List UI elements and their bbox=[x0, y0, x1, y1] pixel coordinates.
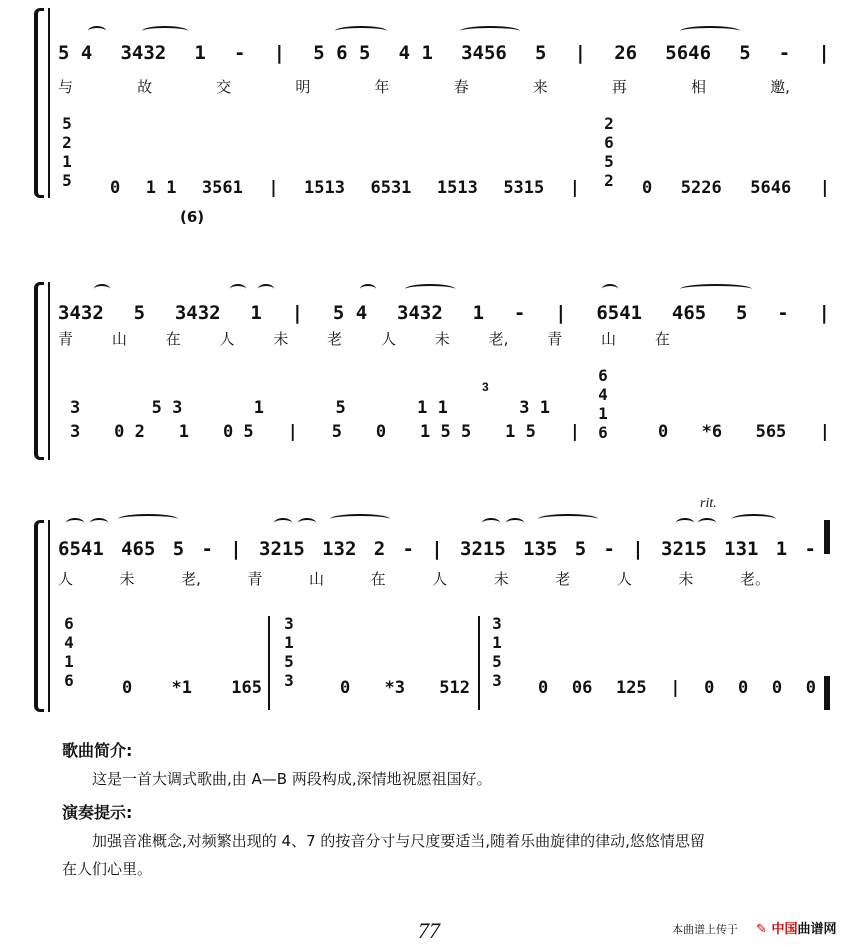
bar-line: | bbox=[574, 42, 587, 64]
bar-line: | bbox=[230, 538, 242, 560]
chord-note: 5 bbox=[62, 114, 72, 133]
chord-stack bbox=[62, 614, 76, 690]
note-group: - bbox=[201, 538, 213, 560]
lyric: 山 bbox=[111, 330, 127, 348]
bar-line: | bbox=[291, 302, 304, 324]
note-group: 165 bbox=[231, 678, 262, 698]
slur-mark bbox=[274, 518, 292, 528]
slur-mark bbox=[90, 518, 108, 528]
slur-mark bbox=[602, 284, 618, 294]
bar-line: | bbox=[670, 678, 681, 698]
chord-note: 6 bbox=[598, 423, 608, 442]
slur-mark bbox=[506, 518, 524, 528]
slur-mark bbox=[88, 26, 106, 36]
melody-staff bbox=[58, 526, 816, 566]
slur-mark bbox=[335, 26, 387, 36]
lyric: 人 bbox=[58, 570, 74, 588]
note-group: *3 bbox=[384, 678, 405, 698]
note-group: 0 bbox=[658, 422, 669, 442]
note-group: - bbox=[777, 302, 789, 324]
chord-note: 5 bbox=[492, 652, 502, 671]
slur-mark bbox=[460, 26, 520, 36]
lyric: 在 bbox=[654, 330, 670, 348]
note-group: 3561 bbox=[201, 178, 243, 198]
lyric: 人 bbox=[380, 330, 396, 348]
lyric: 山 bbox=[601, 330, 617, 348]
note-group: - bbox=[603, 538, 615, 560]
note-group: 5 4 bbox=[332, 302, 368, 324]
note-group: 1 bbox=[775, 538, 788, 560]
note-group: 0 bbox=[642, 178, 653, 198]
note-group: 0 bbox=[110, 178, 121, 198]
system-start-bar bbox=[48, 282, 50, 460]
note-group: 5646 bbox=[665, 42, 712, 64]
chord-note: 6 bbox=[64, 671, 74, 690]
note-group: 512 bbox=[439, 678, 470, 698]
logo-icon: ✎ bbox=[756, 922, 767, 937]
note-group: 5226 bbox=[680, 178, 722, 198]
note-group: *1 bbox=[171, 678, 192, 698]
note-group: 1 bbox=[250, 302, 262, 324]
note-group: 6541 bbox=[58, 538, 104, 560]
note-group: 06 bbox=[571, 678, 593, 698]
tips-text-line-1: 加强音准概念,对频繁出现的 4、7 的按音分寸与尺度要适当,随着乐曲旋律的律动,悠悠情思留 bbox=[92, 832, 705, 850]
lyric: 与 bbox=[58, 78, 74, 96]
slur-mark bbox=[732, 514, 776, 524]
accompaniment-notes bbox=[122, 678, 262, 698]
bar-line: | bbox=[819, 422, 830, 442]
accompaniment-upper bbox=[70, 398, 550, 418]
lyric: 青 bbox=[547, 330, 563, 348]
lyrics-line bbox=[58, 568, 770, 589]
note-group: 3 bbox=[70, 422, 81, 442]
slur-mark bbox=[330, 514, 390, 524]
melody-staff bbox=[58, 30, 830, 70]
tips-heading: 演奏提示: bbox=[62, 803, 133, 822]
upload-note: 本曲谱上传于 bbox=[672, 923, 738, 936]
note-group: 0 bbox=[805, 678, 816, 698]
note-group: 135 bbox=[523, 538, 558, 560]
score-system-3 bbox=[30, 496, 830, 718]
note-group: 1 bbox=[472, 302, 485, 324]
bar-line: | bbox=[819, 178, 830, 198]
note-group: 465 bbox=[671, 302, 707, 324]
note-group: 0 2 bbox=[114, 422, 145, 442]
lyrics-line bbox=[58, 328, 670, 349]
lyric: 春 bbox=[453, 78, 469, 96]
lyric: 明 bbox=[295, 78, 311, 96]
bar-line: | bbox=[287, 422, 298, 442]
chord-note: 4 bbox=[64, 633, 74, 652]
logo-text-b: 曲谱网 bbox=[797, 922, 837, 937]
note-group: 0 bbox=[771, 678, 783, 698]
chord-note: 5 bbox=[62, 171, 72, 190]
lyric: 人 bbox=[432, 570, 448, 588]
bar-line: | bbox=[818, 42, 830, 64]
lyric: 老 bbox=[555, 570, 571, 588]
intro-heading: 歌曲简介: bbox=[62, 741, 133, 760]
lyric: 人 bbox=[616, 570, 632, 588]
lyric: 未 bbox=[273, 330, 289, 348]
score-system-1 bbox=[30, 0, 830, 226]
note-group: - bbox=[804, 538, 816, 560]
note-group: 1 1 bbox=[145, 178, 177, 198]
chord-note: 2 bbox=[604, 171, 614, 190]
chord-note: 2 bbox=[62, 133, 72, 152]
note-group: 3432 bbox=[397, 302, 443, 324]
accompaniment-notes bbox=[340, 678, 470, 698]
note-group: 5 6 5 bbox=[313, 42, 371, 64]
score-system-2 bbox=[30, 276, 830, 466]
slur-mark bbox=[680, 284, 752, 294]
chord-note: 1 bbox=[284, 633, 294, 652]
chord-stack bbox=[282, 614, 296, 690]
note-group: 2 bbox=[373, 538, 386, 560]
chord-stack bbox=[602, 114, 616, 190]
chord-note: 1 bbox=[598, 404, 608, 423]
accompaniment-notes bbox=[642, 178, 830, 198]
bar-line: | bbox=[818, 302, 830, 324]
note-group: 5 bbox=[736, 302, 748, 324]
tips-text-line-2: 在人们心里。 bbox=[62, 860, 153, 878]
bar-line: | bbox=[555, 302, 567, 324]
lyric: 山 bbox=[309, 570, 325, 588]
system-brace bbox=[34, 520, 44, 712]
lyric: 未 bbox=[493, 570, 509, 588]
lyric: 人 bbox=[219, 330, 235, 348]
chord-note: 5 bbox=[284, 652, 294, 671]
note-group: - bbox=[402, 538, 414, 560]
note-group: 3432 bbox=[120, 42, 167, 64]
note-group: 5 bbox=[133, 302, 146, 324]
note-group: 5315 bbox=[503, 178, 545, 198]
note-group: 5 bbox=[172, 538, 185, 560]
note-group: 5 3 bbox=[151, 398, 183, 418]
chord-note: 1 bbox=[64, 652, 74, 671]
note-group: 3432 bbox=[174, 302, 221, 324]
chord-note: 5 bbox=[604, 152, 614, 171]
note-group: 132 bbox=[322, 538, 357, 560]
chord-stack bbox=[596, 366, 610, 442]
note-group: 0 bbox=[538, 678, 549, 698]
note-group: 0 bbox=[375, 422, 387, 442]
slur-mark bbox=[482, 518, 500, 528]
system-start-bar bbox=[48, 8, 50, 198]
bar-line: | bbox=[632, 538, 644, 560]
slur-mark bbox=[360, 284, 376, 294]
lyric: 交 bbox=[216, 78, 232, 96]
slur-mark bbox=[230, 284, 246, 294]
lyric: 来 bbox=[532, 78, 548, 96]
note-group: 3 bbox=[70, 398, 81, 418]
note-group: 1 5 bbox=[505, 422, 536, 442]
system-brace bbox=[34, 8, 44, 198]
bar-line bbox=[268, 616, 270, 710]
note-group: 125 bbox=[615, 678, 647, 698]
bar-line: | bbox=[268, 178, 279, 198]
slur-mark bbox=[698, 518, 716, 528]
final-bar bbox=[824, 520, 830, 554]
slur-mark bbox=[258, 284, 274, 294]
note-group: 1 bbox=[253, 398, 265, 418]
lyric: 在 bbox=[370, 570, 386, 588]
slur-mark bbox=[298, 518, 316, 528]
chord-stack bbox=[60, 114, 74, 190]
slur-mark bbox=[680, 26, 740, 36]
note-group: 0 bbox=[704, 678, 715, 698]
lyric: 未 bbox=[434, 330, 450, 348]
note-group: 3432 bbox=[58, 302, 104, 324]
lyric: 相 bbox=[691, 78, 707, 96]
lyric: 邀, bbox=[770, 78, 790, 96]
melody-notes bbox=[58, 290, 830, 324]
note-group: 3215 bbox=[259, 538, 305, 560]
note-group: 3215 bbox=[661, 538, 707, 560]
note-group: 5 bbox=[574, 538, 587, 560]
system-start-bar bbox=[48, 520, 50, 712]
note-group: 0 bbox=[340, 678, 351, 698]
lyric: 老, bbox=[181, 570, 201, 588]
chord-note: 6 bbox=[604, 133, 614, 152]
bar-line: | bbox=[569, 178, 580, 198]
note-group: 26 bbox=[614, 42, 638, 64]
note-group: 5646 bbox=[750, 178, 792, 198]
note-group: - bbox=[513, 302, 526, 324]
page-number: 77 bbox=[418, 918, 440, 943]
bar-line: | bbox=[273, 42, 286, 64]
note-group: 5 4 bbox=[58, 42, 93, 64]
slur-mark bbox=[142, 26, 188, 36]
slur-mark bbox=[676, 518, 694, 528]
lyric: 年 bbox=[374, 78, 390, 96]
triplet-mark: 3 bbox=[482, 380, 489, 394]
lyric: 青 bbox=[247, 570, 263, 588]
note-group: 1 bbox=[194, 42, 206, 64]
note-group: 465 bbox=[121, 538, 156, 560]
logo-text-a: 中国 bbox=[771, 922, 798, 937]
accompaniment-notes bbox=[538, 678, 816, 698]
accompaniment-notes bbox=[110, 178, 580, 198]
slur-mark bbox=[405, 284, 455, 294]
lyric: 再 bbox=[611, 78, 627, 96]
chord-note: 6 bbox=[64, 614, 74, 633]
lyric: 老 bbox=[327, 330, 343, 348]
lyric: 在 bbox=[165, 330, 181, 348]
final-bar bbox=[824, 676, 830, 710]
lyric: 老。 bbox=[739, 570, 770, 588]
accompaniment-notes bbox=[658, 422, 830, 442]
accompaniment-lower bbox=[70, 422, 580, 442]
lyric: 未 bbox=[678, 570, 694, 588]
system-brace bbox=[34, 282, 44, 460]
chord-note: 4 bbox=[598, 385, 608, 404]
note-group: 3456 bbox=[461, 42, 507, 64]
chord-note: 1 bbox=[62, 152, 72, 171]
note-group: *6 bbox=[701, 422, 723, 442]
chord-note: 2 bbox=[604, 114, 614, 133]
octave-paren: (6) bbox=[180, 208, 205, 226]
lyric: 老, bbox=[488, 330, 509, 348]
bar-line: | bbox=[569, 422, 580, 442]
note-group: 6541 bbox=[596, 302, 643, 324]
note-group: 0 bbox=[122, 678, 133, 698]
site-logo bbox=[756, 918, 836, 937]
lyric: 青 bbox=[58, 330, 74, 348]
note-group: 5 bbox=[331, 422, 342, 442]
lyric: 故 bbox=[137, 78, 153, 96]
note-group: 1 bbox=[178, 422, 190, 442]
note-group: 1 1 bbox=[417, 398, 448, 418]
note-group: 1513 bbox=[436, 178, 478, 198]
note-group: 3 1 bbox=[519, 398, 550, 418]
note-group: - bbox=[234, 42, 246, 64]
note-group: 6531 bbox=[370, 178, 412, 198]
note-group: 5 bbox=[739, 42, 751, 64]
melody-notes bbox=[58, 526, 816, 560]
ritardando-mark: rit. bbox=[700, 496, 717, 511]
note-group: 5 bbox=[335, 398, 346, 418]
note-group: 565 bbox=[755, 422, 787, 442]
chord-stack bbox=[490, 614, 504, 690]
note-group: - bbox=[778, 42, 791, 64]
chord-note: 3 bbox=[492, 614, 502, 633]
chord-note: 3 bbox=[492, 671, 502, 690]
note-group: 131 bbox=[724, 538, 759, 560]
note-group: 0 5 bbox=[222, 422, 254, 442]
note-group: 5 bbox=[535, 42, 547, 64]
intro-text: 这是一首大调式歌曲,由 A—B 两段构成,深情地祝愿祖国好。 bbox=[92, 770, 492, 788]
chord-note: 1 bbox=[492, 633, 502, 652]
bar-line: | bbox=[431, 538, 443, 560]
lyric: 未 bbox=[119, 570, 135, 588]
note-group: 0 bbox=[738, 678, 749, 698]
note-group: 1513 bbox=[304, 178, 345, 198]
note-group: 1 5 5 bbox=[420, 422, 472, 442]
slur-mark bbox=[94, 284, 110, 294]
note-group: 4 1 bbox=[398, 42, 433, 64]
lyrics-line bbox=[58, 76, 790, 97]
bar-line bbox=[478, 616, 480, 710]
melody-staff bbox=[58, 290, 830, 330]
slur-mark bbox=[118, 514, 178, 524]
chord-note: 3 bbox=[284, 671, 294, 690]
slur-mark bbox=[66, 518, 84, 528]
chord-note: 3 bbox=[284, 614, 294, 633]
chord-note: 6 bbox=[598, 366, 608, 385]
note-group: 3215 bbox=[460, 538, 506, 560]
slur-mark bbox=[538, 514, 598, 524]
